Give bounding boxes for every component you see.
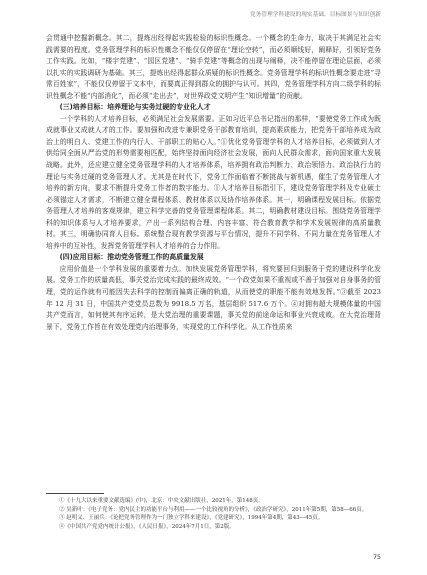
footnote-2: ② 吴新叶：《电子党务：党内民主的功能平台与利用——一个比较视角的分析》，《政治学研究》，2011年第5期，第58—66页。 xyxy=(59,506,368,513)
footnotes xyxy=(46,497,381,531)
footnote-4: ④《中国共产党党内统计公报》，《人民日报》，2024年7月1日，第2版。 xyxy=(59,523,235,530)
paragraph-training-goal: 一个学科的人才培养目标，必须满足社会发展需要。正如习近平总书记指出的那样，“要使党务工作成为既成就事业又成就人才的工作。要加强和改进专兼职党务干部教育培训，提高素质能力，把党务干部培养成为政治上的明白人、党建工作的内行人、干部职工的贴心人。”①优化党务管理学科的人才培养目标，必须做到人才供给同全面从严治党的形势需要相匹配，始终坚持面向经济社会发展，面向人民群众需求，面向国家重大发展战略。此外，还应建立健全党务管理学科的人才培养体系，培养拥有政治判断力、政治领悟力、政治执行力的理论与实务过硬的党务管理人才。尤其是在时代下，党务工作面临着不断挑战与新机遇，催生了党务管理人才培养的新方向，要求不断提升党务工作者的数字能力。①人才培养目标指引下，建设党务管理学科及专业硕士必须锚定人才需求，不断建立健全课程体系、教材体系以及协作培养体系。其一，明确课程发展目标。依据党务管理人才培养的客观规律，建立科学完善的党务管理课程体系。其二，明确教材建设目标。围绕党务管理学科的知识体系与人才培养要求，产出一系列结构合理、内容丰富、符合教育教学和学术发展规律的高质量教材。其三，明确协同育人目标。系统整合现有教学资源与平台情况，提升不同学科、不同力量在党务管理人才培养中的互补性，发挥党务管理学科人才培养的合力作用。 xyxy=(46,114,381,250)
section-heading-training-goal: (三)培养目标：培养理论与实务过硬的专业化人才 xyxy=(59,103,211,112)
footnote-3: ③ 赵明义、王丽兵：《论把党务管理作为一门独立学科来建设》，《党建研究》，1994年第4期，第43—45页。 xyxy=(59,515,324,522)
footnote-1: ①《十九大以来重要文献选编》(中)，北京：中央文献出版社，2021年，第148页。 xyxy=(59,498,264,504)
running-header: 党务管理学科建设的现实基础、目标图景与知识创新 xyxy=(250,12,381,18)
paragraph-application-goal: 应用价值是一个学科发展的重要着力点。加快发展党务管理学科，将究要回归到服务于党的建设科学化发展。党务工作的质量高低，事关党治完成实践的最终成效。“一个政党如果不重视或不善于加强对自身事务的管理，党的运作就有可能因失去科学的控制而偏离正确的轨道，从而使党的职能不能有效地发挥。”③截至 2023 年 12 月 31 日，中国共产党党员总数为 9918.5 万名，基层组织 517.6 万个。④对拥有超大规模体量的中国共产党而言，如何使其有序运转，是大党治理的重要课题，事关党的前途命运和事业兴衰成败。在大党治理背景下，党务工作旨在有效处理党内治理事务，实现党的工作科学化。从工作性质来 xyxy=(46,264,381,331)
footnote-divider xyxy=(46,493,104,494)
page-number: 75 xyxy=(373,554,381,561)
section-heading-application-goal: (四)应用目标：推动党务管理工作的高质量发展 xyxy=(59,253,204,262)
main-body xyxy=(46,33,381,333)
paragraph-continued: 会贯通中挖掘新概念。其二，提炼出经得起实践检验的标识性概念。一个概念的生命力，取决于其满足社会实践需要的程度。党务管理学科的标识性概念不能仅仅停留在“理论空转”，而必须顺线好，阐释好，引领好党务工作实践。比如，“楼宇党建”、“园区党建”、“骑手党建”等概念的出现与阐释，决不能停留在理论层面，必须以扎实的实践调研为基础。其三，提炼出经得起群众质疑的标识性概念。党务管理学科的标识性概念要走进“寻常百姓家”，不能仅仅停留于文本中，而要真正得到群众的拥护与认可。其四，党务管理学科方向二级学科的标识性概念不能“内部消化”，而必须“走出去”，对世界政党文明产生“知识增量”的贡献。 xyxy=(46,34,381,100)
